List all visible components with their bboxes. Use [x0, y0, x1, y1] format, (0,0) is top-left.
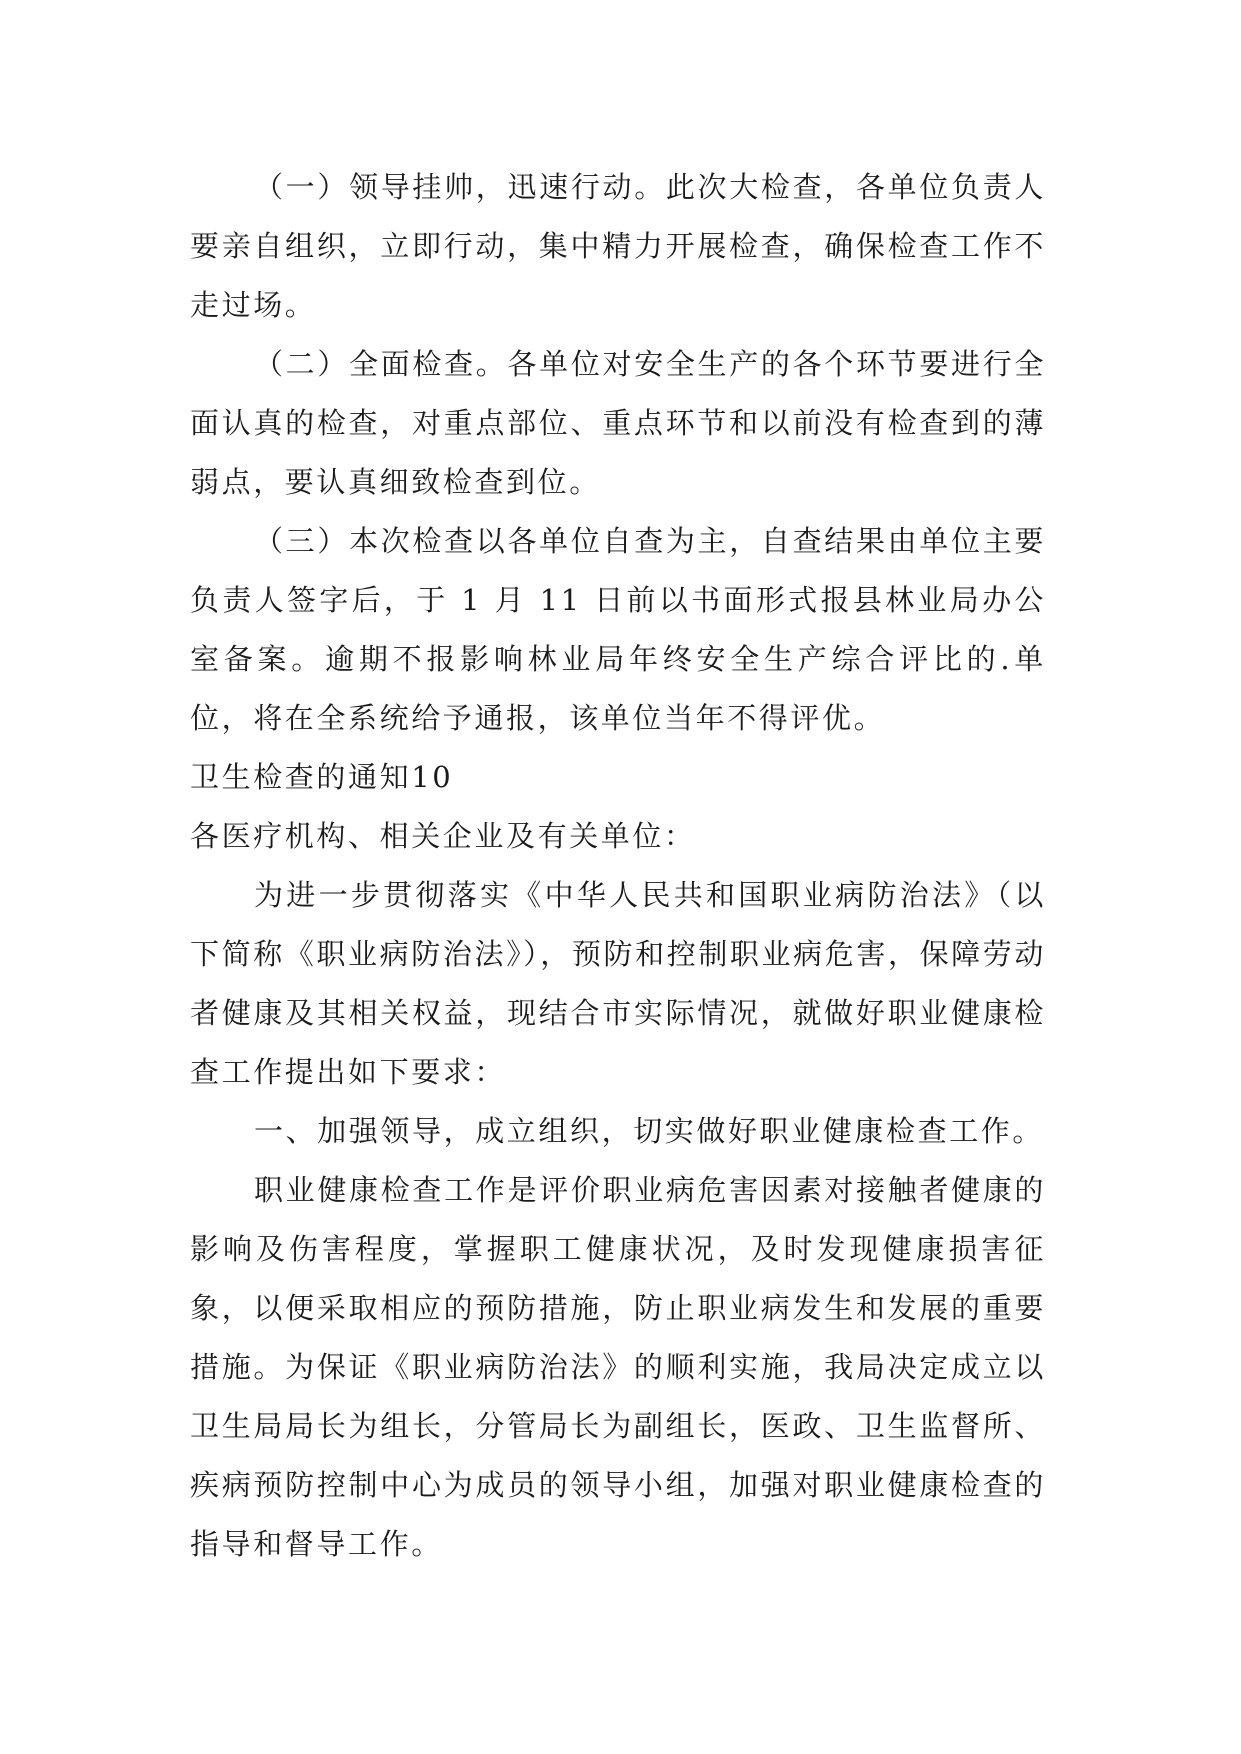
paragraph-comprehensive-inspection: （二）全面检查。各单位对安全生产的各个环节要进行全面认真的检查，对重点部位、重点环节和以前没有检查到的薄弱点，要认真细致检查到位。 [190, 347, 1046, 499]
notice-title: 卫生检查的通知10 [190, 760, 454, 794]
salutation: 各医疗机构、相关企业及有关单位： [190, 819, 696, 853]
paragraph-self-inspection: （三）本次检查以各单位自查为主，自查结果由单位主要负责人签字后，于 1 月 11 日前以书面形式报县林业局办公室备案。逾期不报影响林业局年终安全生产综合评比的.单位，将在全系统给予通报，该单位当年不得评优。 [190, 524, 1046, 735]
section-heading-1: 一、加强领导，成立组织，切实做好职业健康检查工作。 [254, 1114, 1045, 1148]
paragraph-introduction: 为进一步贯彻落实《中华人民共和国职业病防治法》（以下简称《职业病防治法》），预防和控制职业病危害，保障劳动者健康及其相关权益，现结合市实际情况，就做好职业健康检查工作提出如下要求： [190, 878, 1046, 1089]
paragraph-leadership: （一）领导挂帅，迅速行动。此次大检查，各单位负责人要亲自组织，立即行动，集中精力开展检查，确保检查工作不走过场。 [190, 170, 1046, 322]
document-body [190, 158, 1046, 1574]
paragraph-health-check-work: 职业健康检查工作是评价职业病危害因素对接触者健康的影响及伤害程度，掌握职工健康状况，及时发现健康损害征象，以便采取相应的预防措施，防止职业病发生和发展的重要措施。为保证《职业病防治法》的顺利实施，我局决定成立以卫生局局长为组长，分管局长为副组长，医政、卫生监督所、疾病预防控制中心为成员的领导小组，加强对职业健康检查的指导和督导工作。 [190, 1173, 1046, 1561]
